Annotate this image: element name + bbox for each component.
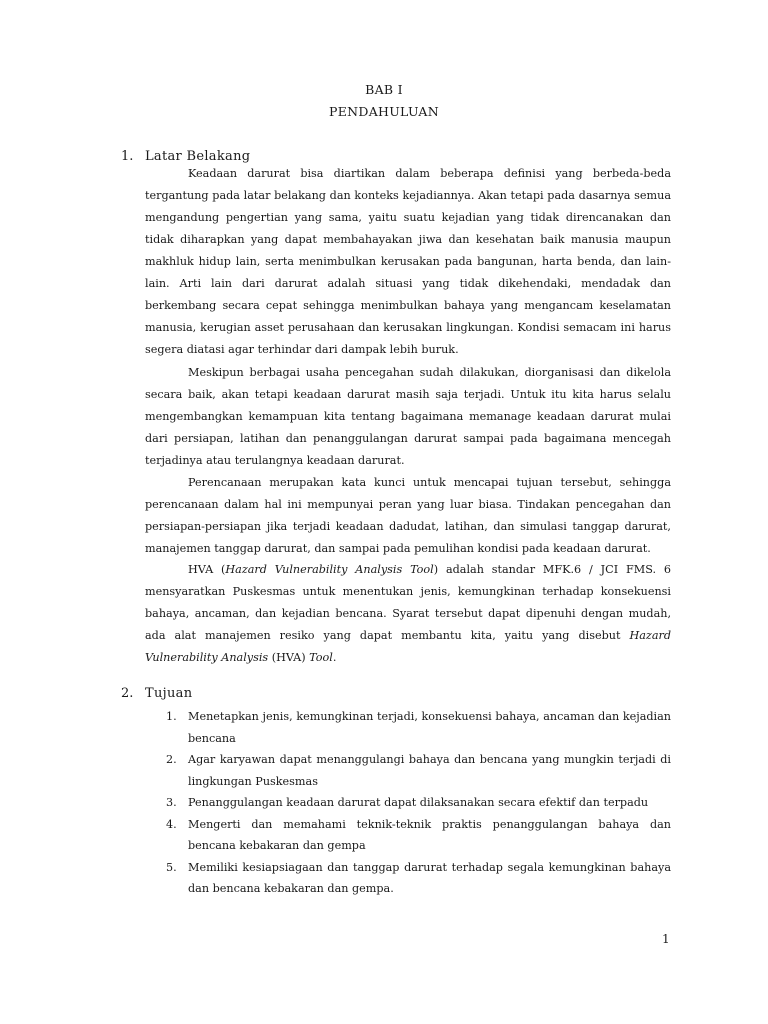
section-1-number: 1. — [121, 149, 134, 164]
list-item-text: Agar karyawan dapat menanggulangi bahaya dan bencana yang mungkin terjadi di lingkungan Puskesmas — [188, 753, 671, 788]
section-1-paragraph-1: Keadaan darurat bisa diartikan dalam beberapa definisi yang berbeda-beda tergantung pada latar belakang dan konteks kejadiannya. Akan tetapi pada dasarnya semua mengandung pengertian yang sama, yaitu suatu kejadian yang tidak direncanakan dan tidak diharapkan yang dapat membahayakan jiwa dan kesehatan baik manusia maupun makhluk hidup lain, serta menimbulkan kerusakan pada bangunan, harta benda, dan lain-lain. Arti lain dari darurat adalah situasi yang tidak dikehendaki, mendadak dan berkembang secara cepat sehingga menimbulkan bahaya yang mengancam keselamatan manusia, kerugian asset perusahaan dan kerusakan lingkungan. Kondisi semacam ini harus segera diatasi agar terhindar dari dampak lebih buruk. — [145, 167, 671, 356]
list-item-text: Menetapkan jenis, kemungkinan terjadi, konsekuensi bahaya, ancaman dan kejadian bencana — [188, 710, 671, 745]
list-item — [145, 814, 671, 857]
chapter-title: PENDAHULUAN — [329, 104, 439, 119]
section-2-number: 2. — [121, 686, 134, 701]
list-item-number: 4. — [166, 817, 177, 831]
p4-text-d: . — [332, 651, 337, 664]
list-item-text: Mengerti dan memahami teknik-teknik praktis penanggulangan bahaya dan bencana kebakaran dan gempa — [188, 817, 671, 852]
list-item — [145, 792, 671, 814]
list-item-text: Penanggulangan keadaan darurat dapat dilaksanakan secara efektif dan terpadu — [188, 796, 649, 809]
chapter-label: BAB I — [365, 82, 403, 97]
section-1-paragraph-2: Meskipun berbagai usaha pencegahan sudah dilakukan, diorganisasi dan dikelola secara baik, akan tetapi keadaan darurat masih saja terjadi. Untuk itu kita harus selalu mengembangkan kemampuan kita tentang bagaimana memanage keadaan darurat mulai dari persiapan, latihan dan penanggulangan darurat sampai pada bagaimana mencegah terjadinya atau terulangnya keadaan darurat. — [145, 366, 671, 467]
section-2-title: Tujuan — [145, 686, 193, 701]
section-1-paragraph-3: Perencanaan merupakan kata kunci untuk mencapai tujuan tersebut, sehingga perencanaan dalam hal ini mempunyai peran yang luar biasa. Tindakan pencegahan dan persiapan-persiapan jika terjadi keadaan dadudat, latihan, dan simulasi tanggap darurat, manajemen tanggap darurat, dan sampai pada pemulihan kondisi pada keadaan darurat. — [145, 476, 671, 555]
list-item — [145, 749, 671, 792]
section-1-title: Latar Belakang — [145, 149, 251, 164]
list-item-number: 5. — [166, 860, 177, 874]
list-item-number: 1. — [166, 710, 177, 723]
section-1-paragraph-4 — [145, 559, 671, 669]
p4-text-b: ) adalah standar MFK.6 / JCI FMS. 6 mensyaratkan Puskesmas untuk menentukan jenis, kemungkinan terhadap konsekuensi bahaya, ancaman, dan kejadian bencana. Syarat tersebut dapat dipenuhi dengan mudah, ada alat manajemen resiko yang dapat membantu kita, yaitu yang disebut — [145, 563, 671, 642]
list-item — [145, 857, 671, 900]
page-number: 1 — [662, 932, 670, 946]
list-item-number: 3. — [166, 796, 177, 809]
objectives-list — [145, 706, 671, 900]
list-item-text: Memiliki kesiapsiagaan dan tanggap darurat terhadap segala kemungkinan bahaya dan bencana kebakaran dan gempa. — [188, 860, 671, 895]
list-item — [145, 706, 671, 749]
p4-text-c: (HVA) — [268, 651, 310, 664]
p4-italic-2: Hazard Vulnerability Analysis — [145, 629, 671, 664]
p4-text-a: HVA ( — [188, 563, 226, 576]
p4-italic-1: Hazard Vulnerability Analysis Tool — [225, 563, 434, 576]
p4-italic-3: Tool — [309, 651, 333, 664]
list-item-number: 2. — [166, 753, 177, 766]
